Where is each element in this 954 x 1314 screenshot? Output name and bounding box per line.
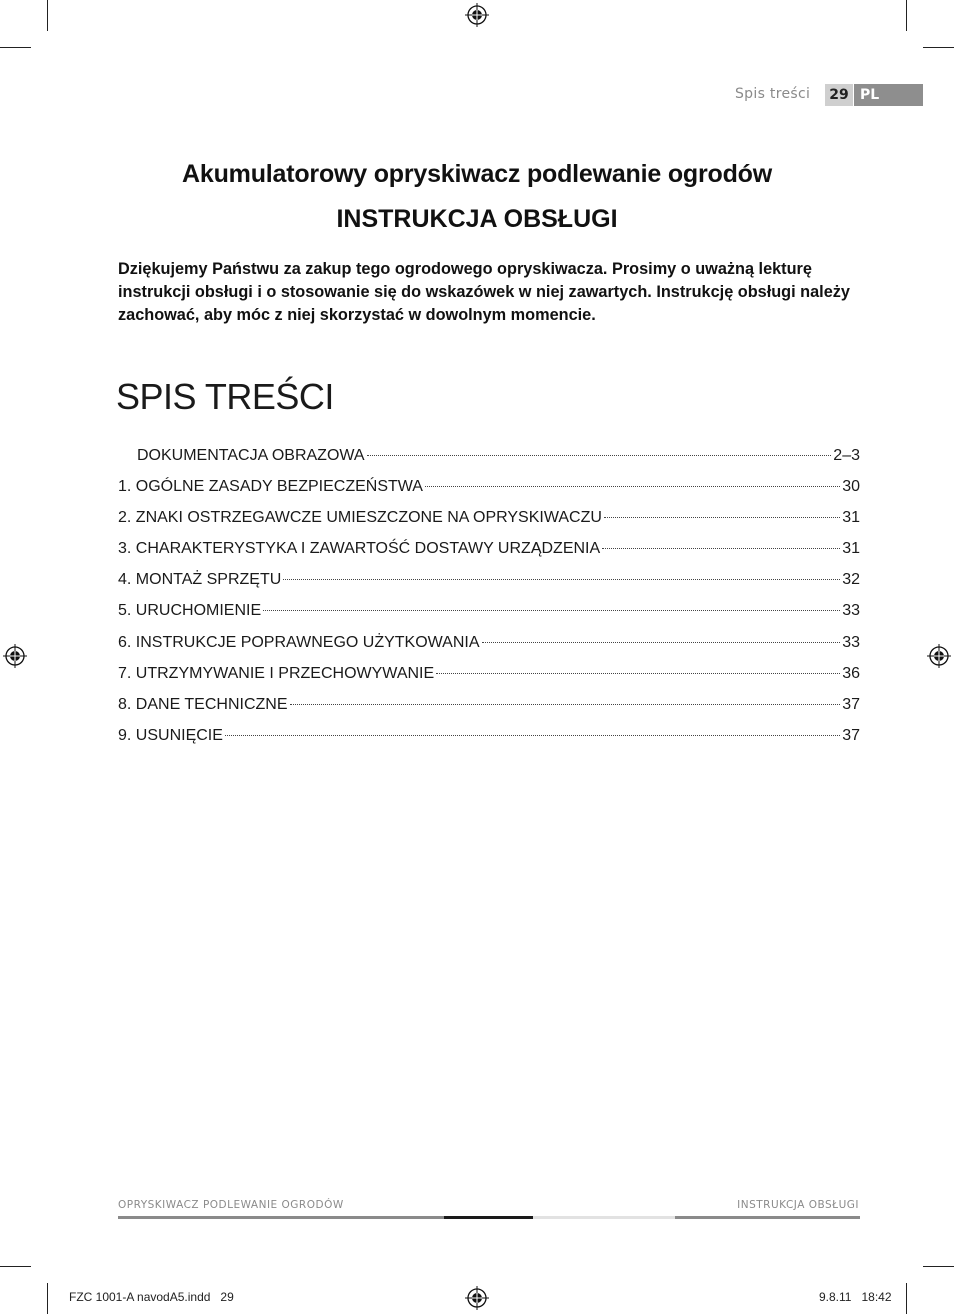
document-subtitle: INSTRUKCJA OBSŁUGI <box>336 205 618 233</box>
intro-text: Dziękujemy Państwu za zakup tego ogrodowego opryskiwacza. Prosimy o uważną lekturę instrukcji obsługi i o stosowanie się do wskazówek w niej zawartych. Instrukcję obsługi należy zachować, aby móc z niej skorzystać w dowolnym momencie. <box>118 260 850 324</box>
toc-leader-dots <box>482 642 841 643</box>
toc-entry-page: 31 <box>842 509 860 527</box>
table-of-contents <box>118 447 860 758</box>
toc-entry-page: 33 <box>842 602 860 620</box>
toc-entry-page: 36 <box>842 664 860 682</box>
toc-entry-label: 8. DANE TECHNICZNE <box>118 695 288 713</box>
toc-entry[interactable] <box>118 602 860 633</box>
crop-mark <box>923 47 954 48</box>
toc-entry-page: 2–3 <box>833 447 860 464</box>
header-section-title: Spis treści <box>735 86 811 102</box>
footer-bar <box>533 1216 675 1219</box>
toc-leader-dots <box>602 548 840 549</box>
toc-leader-dots <box>290 704 841 705</box>
print-slug-date: 9.8.11 18:42 <box>819 1290 892 1304</box>
toc-leader-dots <box>367 455 832 456</box>
toc-entry-label: DOKUMENTACJA OBRAZOWA <box>137 447 365 464</box>
crop-mark <box>906 1283 907 1314</box>
toc-heading: SPIS TREŚCI <box>116 376 334 417</box>
crop-mark <box>906 0 907 31</box>
toc-entry[interactable] <box>118 696 860 727</box>
toc-entry-label: 5. URUCHOMIENIE <box>118 602 262 620</box>
toc-entry-label: 3. CHARAKTERYSTYKA I ZAWARTOŚĆ DOSTAWY URZĄDZENIA <box>118 540 601 558</box>
footer-doc-type: INSTRUKCJA OBSŁUGI <box>737 1199 859 1211</box>
crop-mark <box>47 0 48 31</box>
toc-entry-page: 37 <box>842 695 860 713</box>
toc-entry-page: 37 <box>842 726 860 744</box>
intro-paragraph <box>118 258 868 327</box>
toc-entry-label: 7. UTRZYMYWANIE I PRZECHOWYWANIE <box>118 664 435 682</box>
toc-leader-dots <box>283 579 840 580</box>
toc-entry[interactable] <box>118 571 860 602</box>
document-title: Akumulatorowy opryskiwacz podlewanie ogrodów <box>182 160 772 188</box>
footer-bar <box>118 1216 444 1219</box>
toc-entry[interactable] <box>118 478 860 509</box>
toc-entry[interactable] <box>118 509 860 540</box>
footer-bar <box>675 1216 860 1219</box>
toc-entry-page: 32 <box>842 571 860 589</box>
header-page-number: 29 <box>825 84 853 106</box>
crop-mark <box>0 1266 31 1267</box>
toc-entry-label: 2. ZNAKI OSTRZEGAWCZE UMIESZCZONE NA OPRYSKIWACZU <box>118 509 602 527</box>
footer-bar <box>444 1216 533 1219</box>
toc-entry-page: 33 <box>842 633 860 651</box>
toc-leader-dots <box>436 673 840 674</box>
toc-entry-label: 9. USUNIĘCIE <box>118 726 223 744</box>
toc-entry[interactable] <box>118 727 860 758</box>
toc-entry[interactable] <box>118 540 860 571</box>
registration-mark-icon <box>3 644 27 668</box>
toc-entry-page: 31 <box>842 540 860 558</box>
crop-mark <box>923 1266 954 1267</box>
crop-mark <box>47 1283 48 1314</box>
toc-leader-dots <box>604 517 840 518</box>
toc-entry-label: 6. INSTRUKCJE POPRAWNEGO UŻYTKOWANIA <box>118 633 480 651</box>
crop-mark <box>0 47 31 48</box>
toc-leader-dots <box>425 486 840 487</box>
toc-entry-label: 4. MONTAŻ SPRZĘTU <box>118 571 282 589</box>
header-language-tab: PL <box>854 84 923 106</box>
toc-entry[interactable] <box>118 665 860 696</box>
toc-entry[interactable] <box>118 447 860 478</box>
registration-mark-icon <box>927 644 951 668</box>
print-slug-file: FZC 1001-A navodA5.indd 29 <box>69 1290 234 1304</box>
footer-product-name: OPRYSKIWACZ PODLEWANIE OGRODÓW <box>118 1199 344 1211</box>
toc-entry[interactable] <box>118 634 860 665</box>
toc-entry-label: 1. OGÓLNE ZASADY BEZPIECZEŃSTWA <box>118 478 423 496</box>
toc-leader-dots <box>263 610 840 611</box>
toc-entry-page: 30 <box>842 478 860 496</box>
toc-leader-dots <box>225 735 840 736</box>
registration-mark-icon <box>465 3 489 27</box>
registration-mark-icon <box>465 1286 489 1310</box>
